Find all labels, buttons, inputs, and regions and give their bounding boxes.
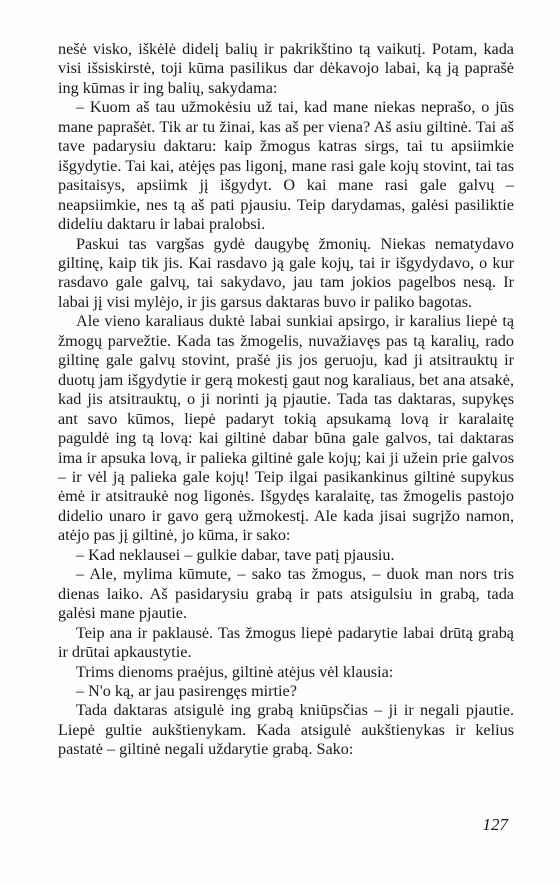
paragraph-5: – Kad neklausei – gulkie dabar, tave patį pjausiu.: [76, 545, 395, 564]
paragraph-8: Trims dienoms praėjus, giltinė atėjus vėl klausia:: [76, 662, 394, 681]
page-number: 127: [482, 815, 508, 834]
paragraph-10: Tada daktaras atsigulė ing grabą kniūpsčias – ji ir negali pjautie. Liepė gultie aukštienykam. Kada atsigulė aukštienykas ir kelius pastatė – giltinė negali uždarytie grabą. Sako:: [58, 701, 514, 759]
paragraph-3: Paskui tas vargšas gydė daugybę žmonių. Niekas nematydavo giltinę, kaip tik jis. Kai rasdavo ją gale kojų, tai ir išgydydavo, o kur rasdavo gale galvų, tai sakydavo, jau tam jokios pagelbos nesą. Ir labai jį visi mylėjo, ir jis garsus daktaras buvo ir paliko bagotas.: [58, 234, 514, 311]
paragraph-4: Ale vieno karaliaus duktė labai sunkiai apsirgo, ir karalius liepė tą žmogų parvežtie. Kada tas žmogelis, nuvažiavęs pas tą karalių, rado giltinę gale galvų stovint, prašė jis jos geruoju, kad ji atsitrauktų ir duotų jam išgydytie ir gerą mokestį gaut nog karaliaus, bet ana atsakė, kad jis atsitrauktų, o ji norinti ją pjautie. Tada tas daktaras, supykęs ant savo kūmos, liepė padaryt tokią apsukamą lovą ir karalaitę paguldė ing tą lovą: kai giltinė dabar būna gale galvos, tai daktaras ima ir apsuka lovą, ir palieka giltinė gale kojų; kai ji užein prie galvos – ir vėl ją palieka gale kojų! Teip ilgai pasikankinus giltinė supykus ėmė ir atsitraukė nog ligonės. Išgydęs karalaitę, tas žmogelis pastojo didelio unaro ir gavo gerą užmokestį. Ale kada jisai sugrįžo namon, atėjo pas jį giltinė, jo kūma, ir sako:: [58, 312, 514, 545]
paragraph-6: – Ale, mylima kūmute, – sako tas žmogus, – duok man nors tris dienas laiko. Aš pasidarysiu grabą ir pats atsigulsiu in grabą, tada galėsi mane pjautie.: [58, 565, 514, 623]
paragraph-7: Teip ana ir paklausė. Tas žmogus liepė padarytie labai drūtą grabą ir drūtai apkaustytie.: [58, 623, 514, 662]
paragraph-9: – N'o ką, ar jau pasirengęs mirtie?: [76, 681, 297, 700]
page-body: [58, 40, 514, 760]
paragraph-2: – Kuom aš tau užmokėsiu už tai, kad mane niekas neprašo, o jūs mane paprašėt. Tik ar tu žinai, kas aš per viena? Aš asiu giltinė. Tai aš tave padarysiu daktaru: kaip žmogus katras sirgs, tai tu apsiimkie išgydytie. Tai kai, atėjęs pas ligonį, mane rasi gale kojų stovint, tai tas pasitaisys, apsiimk jį išgydyt. O kai mane rasi gale galvų – neapsiimkie, nes tą aš pati pjausiu. Teip darydamas, galėsi pasiliktie dideliu daktaru ir labai pralobsi.: [58, 98, 514, 234]
paragraph-1: nešė visko, iškėlė didelį balių ir pakrikštino tą vaikutį. Potam, kada visi išsiskirstė, toji kūma pasilikus dar dėkavojo labai, ką ją paprašė ing kūmas ir ing balių, sakydama:: [58, 40, 514, 97]
